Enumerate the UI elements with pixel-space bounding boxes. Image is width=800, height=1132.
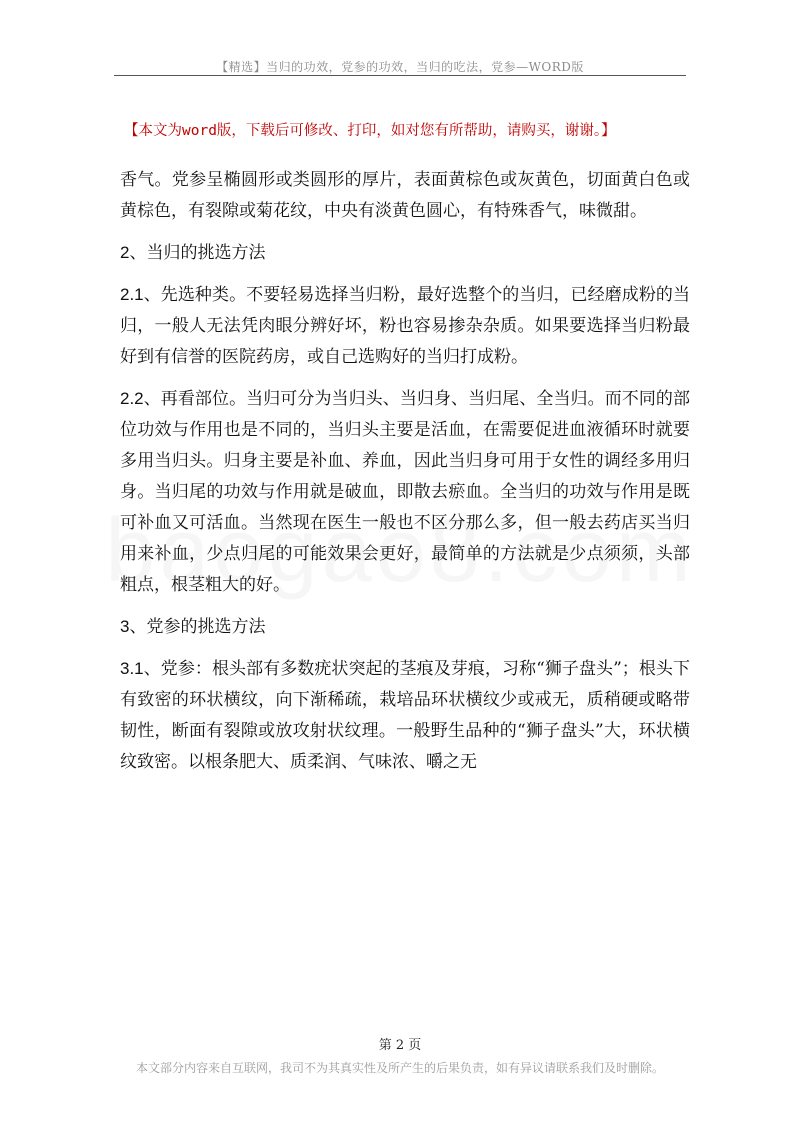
- document-header: 【精选】当归的功效，党参的功效，当归的吃法，党参—WORD版: [216, 60, 584, 74]
- section-heading: [120, 611, 690, 643]
- paragraph: [120, 653, 690, 778]
- paragraph-number: 2: [120, 243, 130, 262]
- paragraph: [120, 279, 690, 373]
- paragraph-number: 3.1: [120, 659, 144, 678]
- paragraph: [120, 383, 690, 601]
- page-number: 第 2 页: [378, 1038, 422, 1053]
- paragraph-text: 、先选种类。不要轻易选择当归粉，最好选整个的当归，已经磨成粉的当归，一般人无法凭肉眼分辨好坏，粉也容易掺杂杂质。如果要选择当归粉最好到有信誉的医院药房，或自己选购好的当归打成粉。: [120, 285, 690, 367]
- paragraph-number: 2.2: [120, 389, 144, 408]
- paragraph-text: 、党参的挑选方法: [129, 617, 266, 637]
- paragraph-text: 香气。党参呈椭圆形或类圆形的厚片，表面黄棕色或灰黄色，切面黄白色或黄棕色，有裂隙或菊花纹，中央有淡黄色圆心，有特殊香气，味微甜。: [120, 170, 690, 221]
- paragraph-number: 2.1: [120, 285, 144, 304]
- paragraph-text: 、再看部位。当归可分为当归头、当归身、当归尾、全当归。而不同的部位功效与作用也是不同的，当归头主要是活血，在需要促进血液循环时就要多用当归头。归身主要是补血、养血，因此当归身可用于女性的调经多用归身。当归尾的功效与作用就是破血，即散去瘀血。全当归的功效与作用是既可补血又可活血。当然现在医生一般也不区分那么多，但一般去药店买当归用来补血，少点归尾的可能效果会更好，最简单的方法就是少点须须，头部粗点，根茎粗大的好。: [120, 389, 690, 595]
- paragraph: [120, 164, 690, 227]
- article-body: [120, 164, 690, 778]
- paragraph-text: 、当归的挑选方法: [129, 243, 266, 263]
- paragraph-number: 3: [120, 617, 130, 636]
- header-divider: [114, 75, 686, 76]
- download-notice: 【本文为word版，下载后可修改、打印，如对您有所帮助，请购买，谢谢。】: [124, 123, 616, 139]
- paragraph-text: 、党参：根头部有多数疣状突起的茎痕及芽痕，习称“狮子盘头”；根头下有致密的环状横纹，向下渐稀疏，栽培品环状横纹少或戒无，质稍硬或略带韧性，断面有裂隙或放攻射状纹理。一般野生品种的“狮子盘头”大，环状横纹致密。以根条肥大、质柔润、气味浓、嚼之无: [120, 659, 690, 772]
- section-heading: [120, 237, 690, 269]
- footer-disclaimer: 本文部分内容来自互联网，我司不为其真实性及所产生的后果负责，如有异议请联系我们及时删除。: [135, 1061, 664, 1075]
